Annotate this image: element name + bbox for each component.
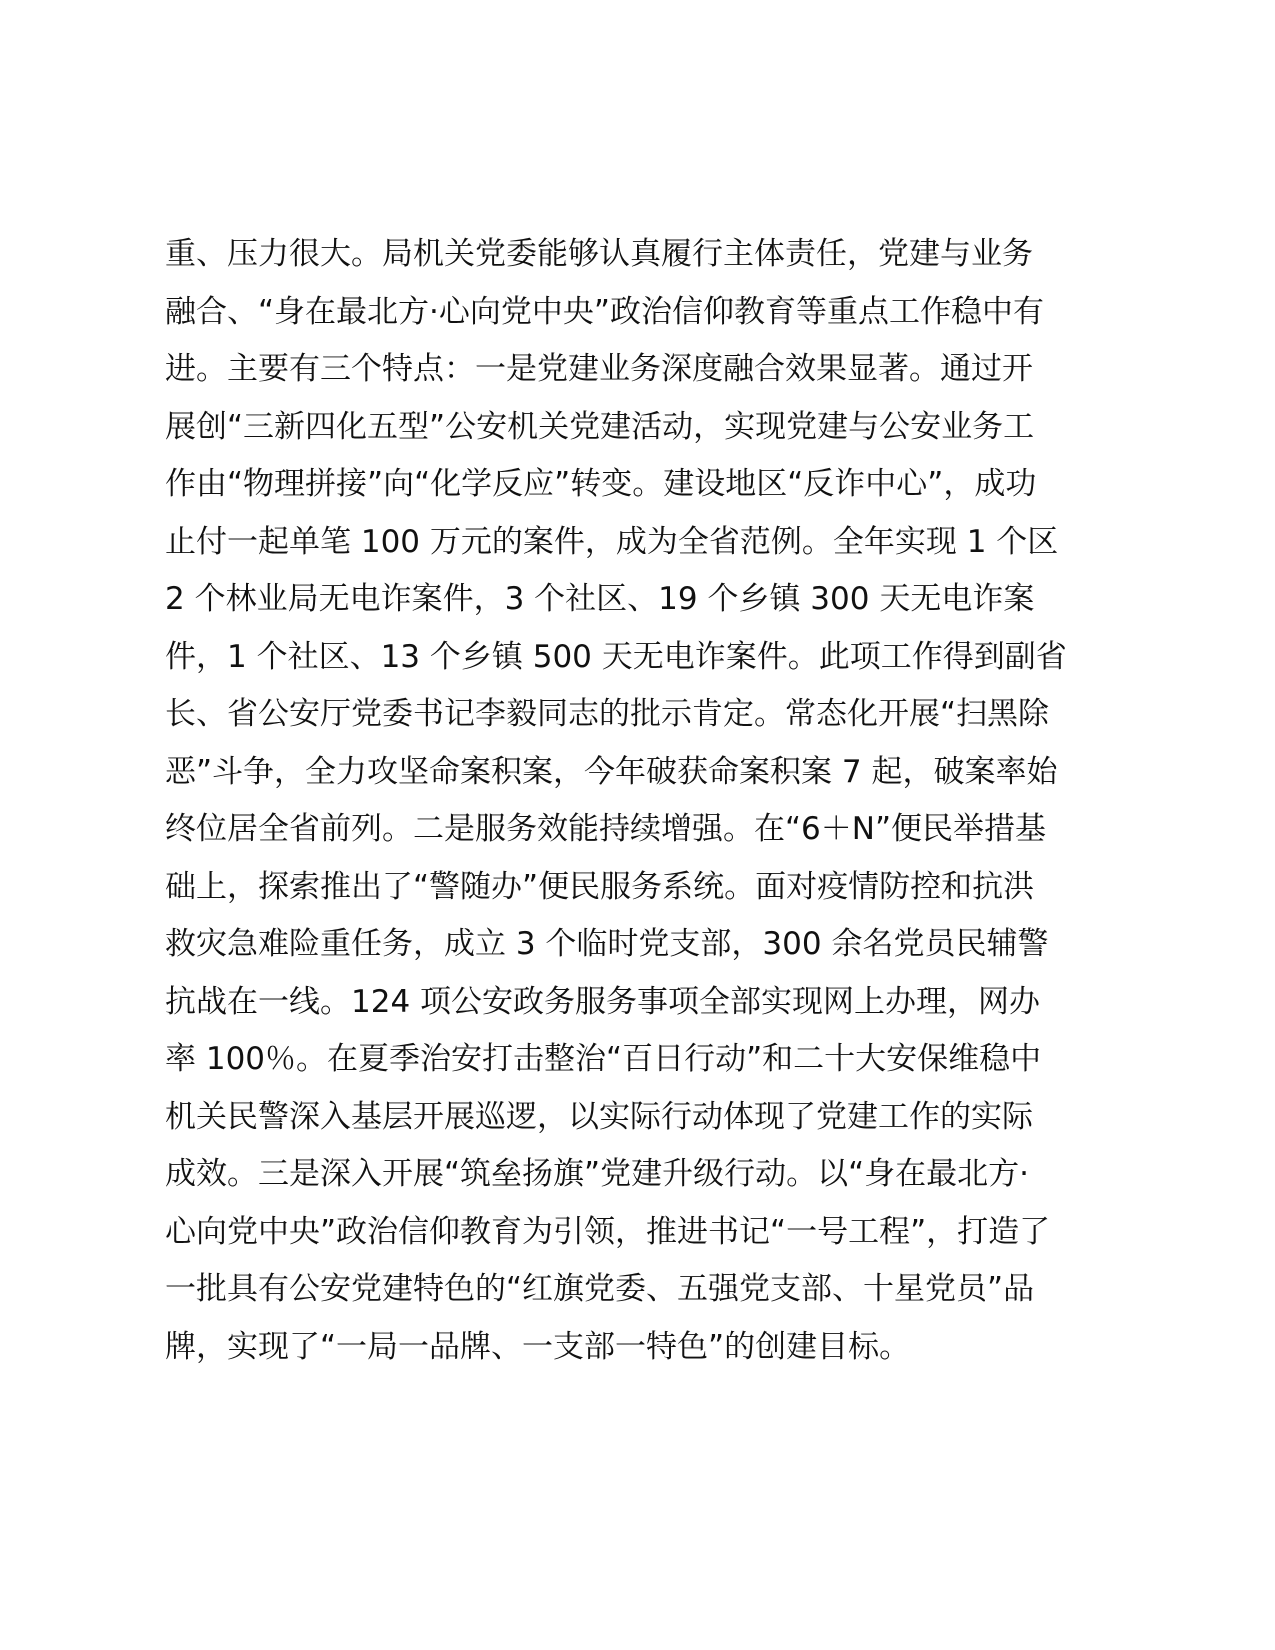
text-line: 展创“三新四化五型”公安机关党建活动，实现党建与公安业务工 xyxy=(165,408,1035,445)
text-line: 牌，实现了“一局一品牌、一支部一特色”的创建目标。 xyxy=(165,1328,911,1365)
text-line: 长、省公安厅党委书记李毅同志的批示肯定。常态化开展“扫黑除 xyxy=(165,696,1050,732)
text-line: 终位居全省前列。二是服务效能持续增强。在“6＋N”便民举措基 xyxy=(165,811,1047,847)
text-line: 件，1 个社区、13 个乡镇 500 天无电诈案件。此项工作得到副省 xyxy=(165,638,1067,675)
text-line: 抗战在一线。124 项公安政务服务事项全部实现网上办理，网办 xyxy=(165,983,1041,1020)
text-line: 率 100％。在夏季治安打击整治“百日行动”和二十大安保维稳中 xyxy=(165,1041,1042,1077)
text-line: 心向党中央”政治信仰教育为引领，推进书记“一号工程”，打造了 xyxy=(165,1213,1051,1250)
text-line: 成效。三是深入开展“筑垒扬旗”党建升级行动。以“身在最北方· xyxy=(165,1156,1030,1192)
body-paragraph xyxy=(165,226,1125,1376)
text-line: 础上，探索推出了“警随办”便民服务系统。面对疫情防控和抗洪 xyxy=(165,868,1035,905)
text-line: 融合、“身在最北方·心向党中央”政治信仰教育等重点工作稳中有 xyxy=(165,293,1044,330)
text-line: 救灾急难险重任务，成立 3 个临时党支部，300 余名党员民辅警 xyxy=(165,926,1049,962)
text-line: 重、压力很大。局机关党委能够认真履行主体责任，党建与业务 xyxy=(165,236,1033,272)
text-line: 作由“物理拼接”向“化学反应”转变。建设地区“反诈中心”，成功 xyxy=(165,466,1037,502)
text-line: 止付一起单笔 100 万元的案件，成为全省范例。全年实现 1 个区 xyxy=(165,523,1059,560)
text-line: 2 个林业局无电诈案件，3 个社区、19 个乡镇 300 天无电诈案 xyxy=(165,581,1035,617)
text-line: 机关民警深入基层开展巡逻，以实际行动体现了党建工作的实际 xyxy=(165,1098,1033,1135)
text-line: 进。主要有三个特点：一是党建业务深度融合效果显著。通过开 xyxy=(165,351,1033,387)
text-line: 恶”斗争，全力攻坚命案积案，今年破获命案积案 7 起，破案率始 xyxy=(165,753,1058,790)
text-line: 一批具有公安党建特色的“红旗党委、五强党支部、十星党员”品 xyxy=(165,1271,1035,1307)
